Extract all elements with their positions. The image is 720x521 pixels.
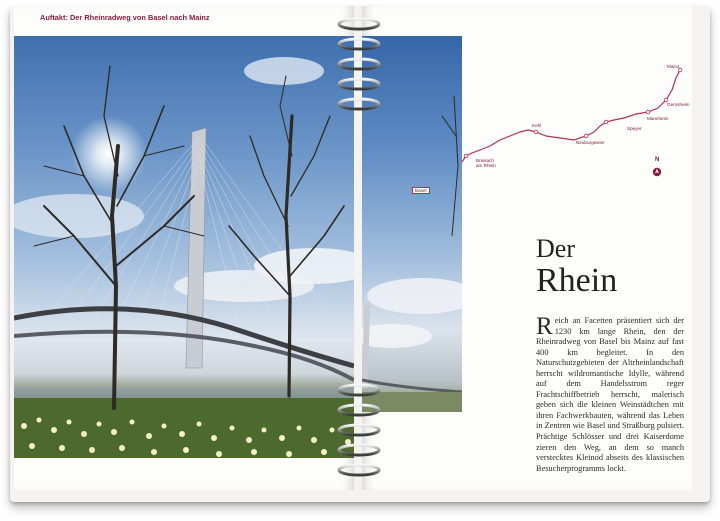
map-label-breisach: Breisach am Rhein	[476, 158, 496, 169]
map-label-basel: Basel	[412, 187, 430, 194]
map-label-kehl: Kehl	[532, 123, 542, 128]
map-label-gernsheim: Gernsheim	[667, 102, 690, 107]
chapter-title-line2: Rhein	[536, 262, 618, 299]
map-marker-speyer	[604, 120, 608, 124]
chapter-title-line1: Der	[536, 234, 575, 263]
bridge-photo	[14, 36, 354, 458]
map-label-neuburgweier: Neuburgweier	[576, 140, 605, 145]
map-label-mainz: Mainz	[667, 64, 680, 69]
map-marker-mannheim	[646, 110, 650, 114]
map-marker-kehl	[534, 130, 538, 134]
binding-rings	[339, 19, 379, 475]
spiral-binding	[334, 14, 384, 494]
intro-paragraph	[536, 313, 684, 474]
map-marker-breisach	[464, 154, 468, 158]
map-label-mannheim: Mannheim	[647, 116, 669, 121]
map-marker-neuburgweier	[584, 134, 588, 138]
running-head: Auftakt: Der Rheinradweg von Basel nach Mainz	[40, 13, 210, 22]
map-label-speyer: Speyer	[627, 126, 642, 131]
dropcap: R	[536, 313, 553, 340]
route-map	[400, 60, 700, 200]
compass-icon	[653, 168, 661, 176]
intro-text: eich an Facetten präsentiert sich der 1230 km lange Rhein, den der Rheinradweg von Basel bis Mainz auf fast 400 km begleitet. In den Naturschutzgebieten der Altrheinlandschaft herrscht wildromantische Idylle, während auf dem Handelsstrom reger Frachtschiffbetrieb herrscht, malerisch geben sich die kleinen Weinstädtchen mit ihren Fachwerkbauten, während das Leben in Zentren wie Basel und Straßburg pulsiert. Prächtige Schlösser und drei Kaiserdome zieren den Weg, an dem so manch verstecktes Kleinod abseits des klassischen Besucherprogramms lockt.	[536, 316, 684, 473]
bridge-photo-illustration	[14, 36, 354, 458]
north-label: N	[655, 157, 660, 163]
